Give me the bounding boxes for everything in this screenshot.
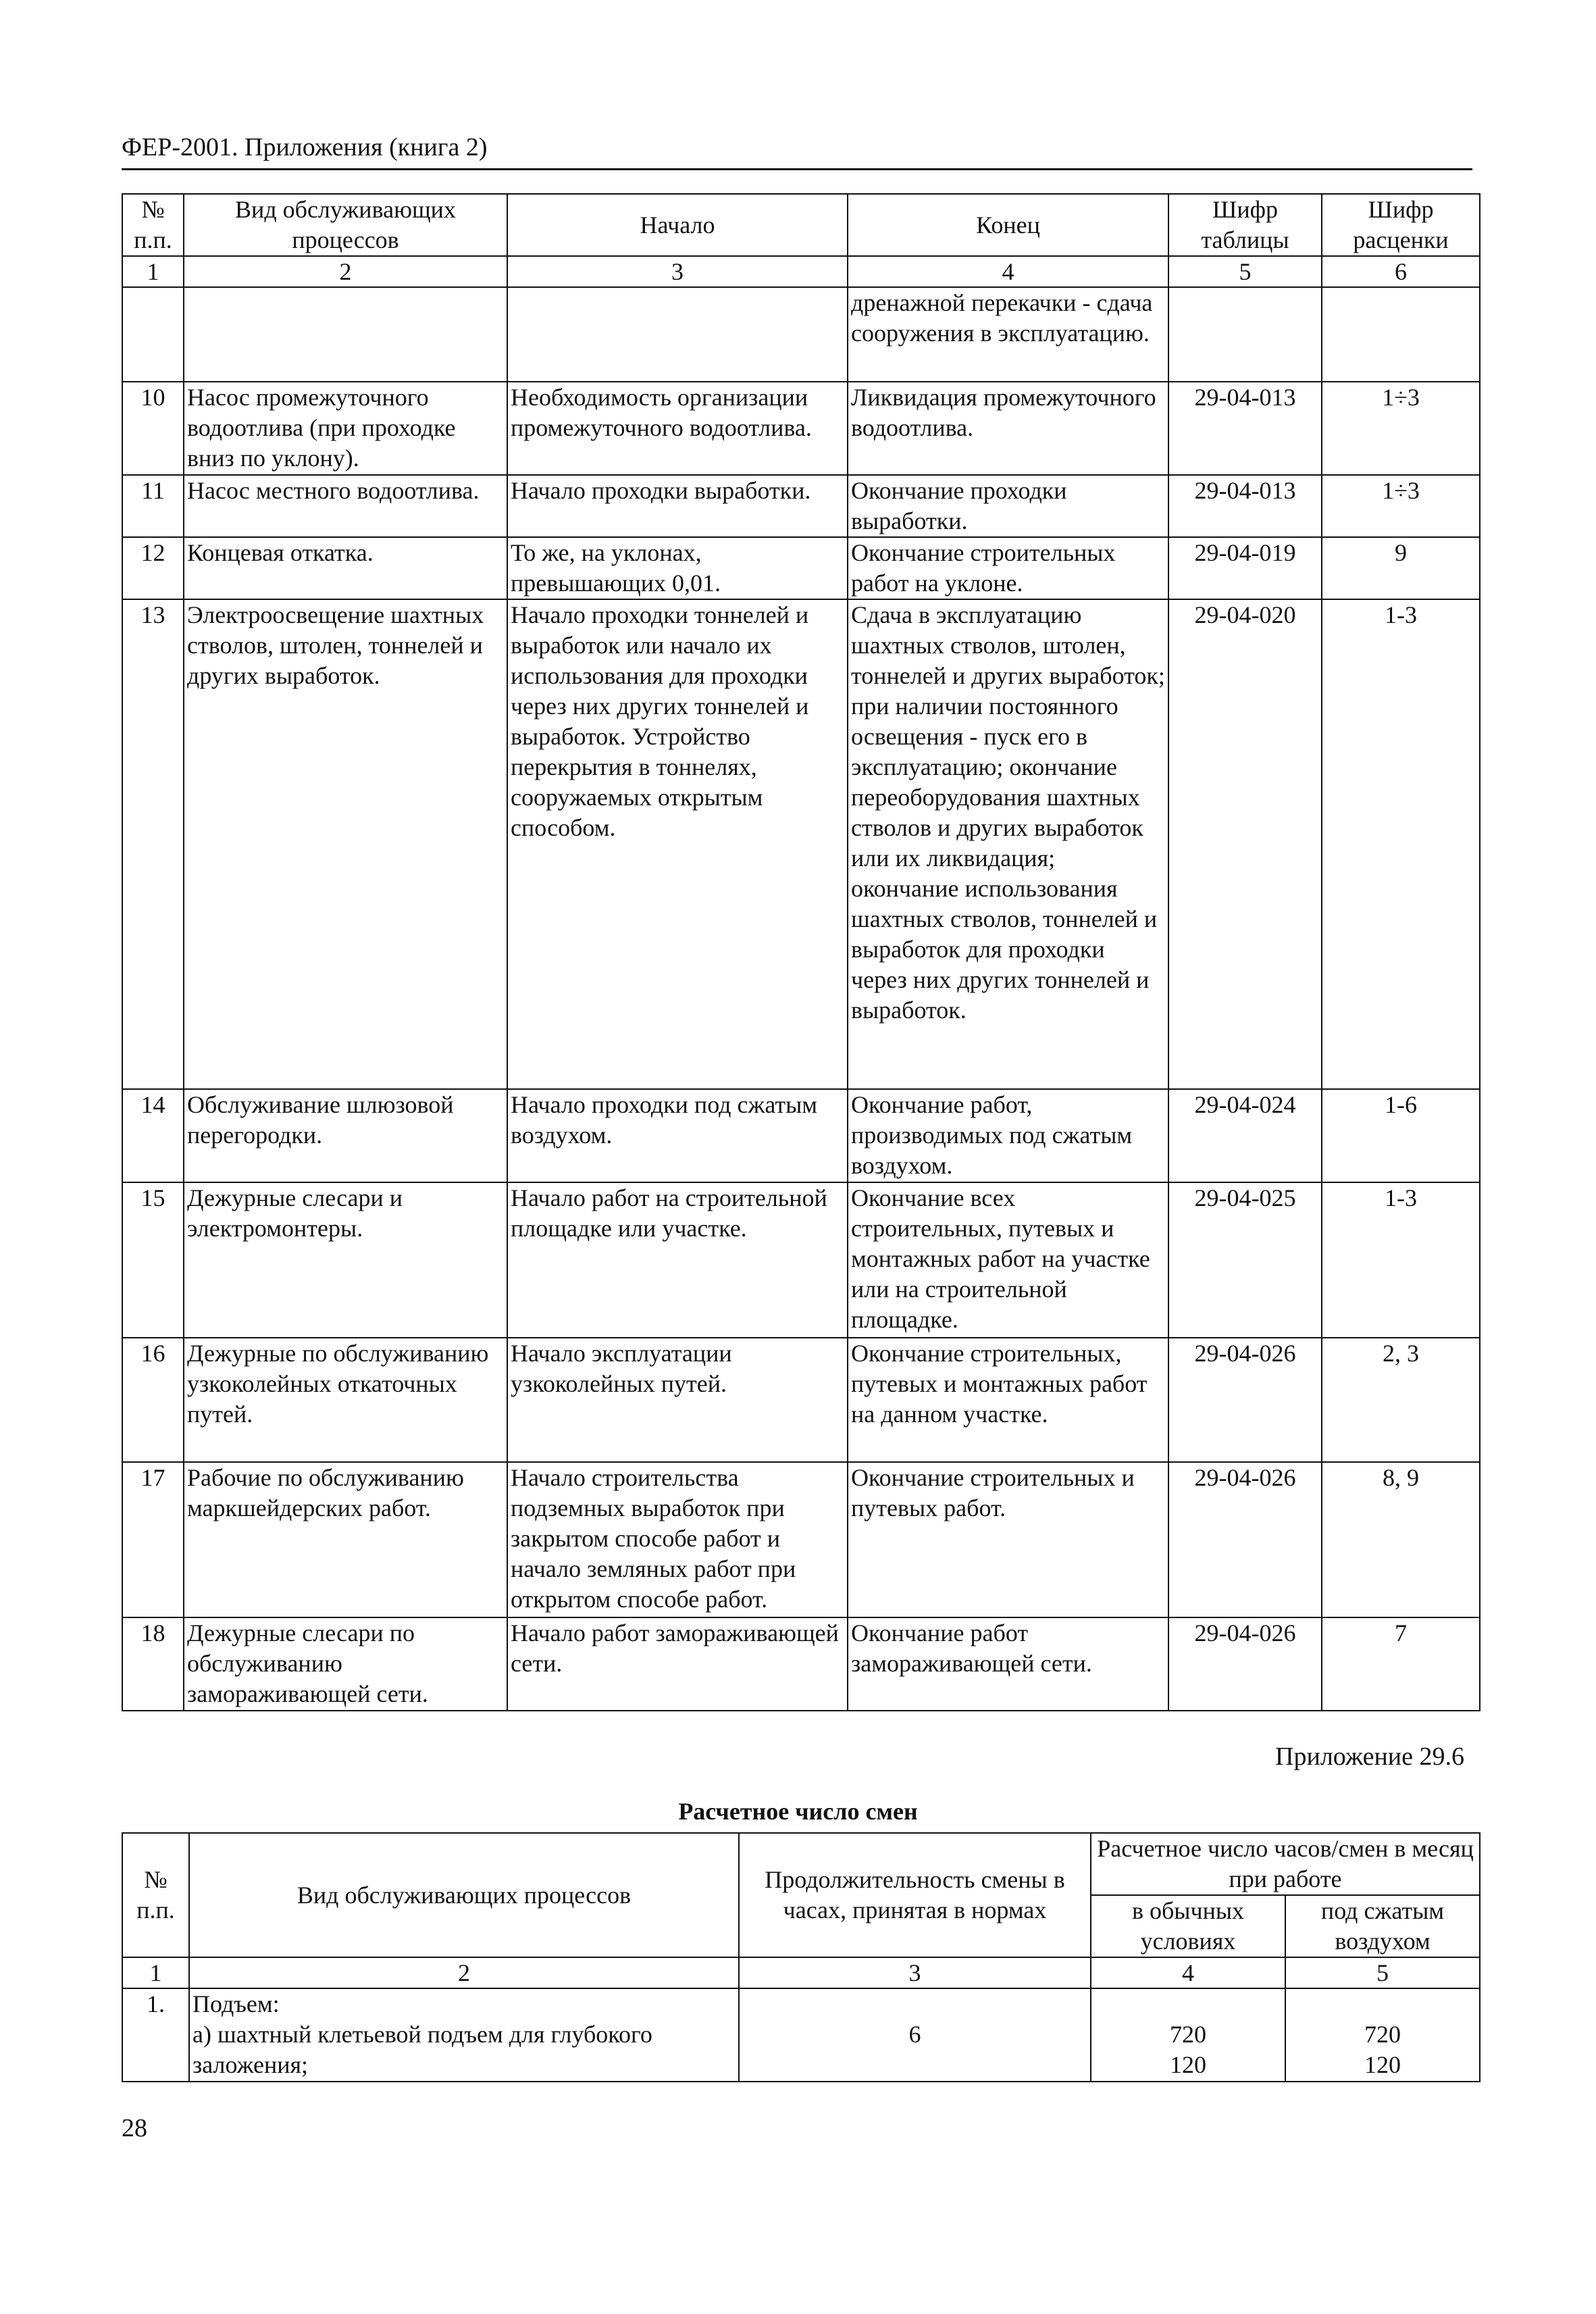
row-rate-code: [1322, 287, 1480, 382]
row-process: Концевая откатка.: [184, 537, 507, 599]
row-end: Окончание строительных работ на уклоне.: [848, 537, 1168, 599]
header-shift-duration: Продолжительность смены в часах, принятая в нормах: [739, 1833, 1091, 1957]
table-row: [122, 1338, 1480, 1462]
row-table-code: 29-04-013: [1168, 475, 1322, 537]
row-table-code: [1168, 287, 1322, 382]
row-num: 18: [122, 1617, 184, 1711]
row-normal-conditions: [1091, 1988, 1285, 2082]
normal-value: 120: [1170, 2051, 1206, 2078]
process-item: а) шахтный клетьевой подъем для глубокого заложения;: [192, 2021, 652, 2078]
row-rate-code: 7: [1322, 1617, 1480, 1711]
row-table-code: 29-04-019: [1168, 537, 1322, 599]
row-start: Начало эксплуатации узкоколейных путей.: [507, 1338, 848, 1462]
row-start: Начало проходки под сжатым воздухом.: [507, 1089, 848, 1182]
header-table-code: Шифр таблицы: [1168, 194, 1322, 256]
row-rate-code: 2, 3: [1322, 1338, 1480, 1462]
normal-value: 720: [1170, 2021, 1206, 2048]
duration-value: 6: [908, 2021, 921, 2048]
header-normal-conditions: в обычных условиях: [1091, 1895, 1285, 1957]
row-process: Дежурные слесари и электромонтеры.: [184, 1182, 507, 1338]
header-rule: [122, 168, 1472, 170]
row-start: Начало работ замораживающей сети.: [507, 1617, 848, 1711]
row-rate-code: 1-3: [1322, 599, 1480, 1089]
row-end: Окончание строительных, путевых и монтажных работ на данном участке.: [848, 1338, 1168, 1462]
page-number: 28: [122, 2114, 147, 2142]
row-process: Электроосвещение шахтных стволов, штолен, тоннелей и других выработок.: [184, 599, 507, 1089]
row-process: Рабочие по обслуживанию маркшейдерских работ.: [184, 1462, 507, 1617]
row-rate-code: 9: [1322, 537, 1480, 599]
table-row: [122, 1617, 1480, 1711]
column-number: 3: [739, 1957, 1091, 1988]
header-hours-per-month: Расчетное число часов/смен в месяц при работе: [1091, 1833, 1480, 1895]
header-process: Вид обслуживающих процессов: [189, 1833, 739, 1957]
row-end: Ликвидация промежуточного водоотлива.: [848, 382, 1168, 475]
row-start: Начало проходки выработки.: [507, 475, 848, 537]
row-table-code: 29-04-026: [1168, 1462, 1322, 1617]
column-number: 1: [122, 1957, 189, 1988]
row-num: 1.: [122, 1988, 189, 2082]
row-end: Окончание работ замораживающей сети.: [848, 1617, 1168, 1711]
column-number: 2: [189, 1957, 739, 1988]
row-end: Окончание строительных и путевых работ.: [848, 1462, 1168, 1617]
row-process: Обслуживание шлюзовой перегородки.: [184, 1089, 507, 1182]
row-table-code: 29-04-020: [1168, 599, 1322, 1089]
header-num: № п.п.: [122, 194, 184, 256]
row-process: [189, 1988, 739, 2082]
row-num: 10: [122, 382, 184, 475]
column-number: 5: [1168, 256, 1322, 287]
row-table-code: 29-04-025: [1168, 1182, 1322, 1338]
row-process: Дежурные по обслуживанию узкоколейных откаточных путей.: [184, 1338, 507, 1462]
row-end: дренажной перекачки - сдача сооружения в эксплуатацию.: [848, 287, 1168, 382]
shifts-table: [122, 1832, 1481, 2082]
table-row: [122, 1462, 1480, 1617]
row-start: Начало проходки тоннелей и выработок или начало их использования для проходки через них других тоннелей и выработок. Устройство перекрытия в тоннелях, сооружаемых открытым способом.: [507, 599, 848, 1089]
column-number: 4: [848, 256, 1168, 287]
row-num: 14: [122, 1089, 184, 1182]
row-process: Насос промежуточного водоотлива (при проходке вниз по уклону).: [184, 382, 507, 475]
table-row: [122, 537, 1480, 599]
header-compressed-air: под сжатым воздухом: [1285, 1895, 1480, 1957]
header-end: Конец: [848, 194, 1168, 256]
page-header: ФЕР-2001. Приложения (книга 2): [122, 133, 488, 161]
column-number: 3: [507, 256, 848, 287]
row-table-code: 29-04-024: [1168, 1089, 1322, 1182]
table-row: [122, 1182, 1480, 1338]
row-end: Окончание всех строительных, путевых и монтажных работ на участке или на строительной площадке.: [848, 1182, 1168, 1338]
row-start: Начало работ на строительной площадке или участке.: [507, 1182, 848, 1338]
row-end: Окончание работ, производимых под сжатым воздухом.: [848, 1089, 1168, 1182]
row-table-code: 29-04-013: [1168, 382, 1322, 475]
row-rate-code: 1-6: [1322, 1089, 1480, 1182]
table-row: [122, 382, 1480, 475]
row-table-code: 29-04-026: [1168, 1617, 1322, 1711]
row-compressed-air: [1285, 1988, 1480, 2082]
table-title: Расчетное число смен: [678, 1798, 918, 1825]
header-num: № п.п.: [122, 1833, 189, 1957]
processes-table: [122, 193, 1481, 1711]
row-start: Необходимость организации промежуточного водоотлива.: [507, 382, 848, 475]
header-rate-code: Шифр расценки: [1322, 194, 1480, 256]
table-row: [122, 1988, 1480, 2082]
row-rate-code: 1÷3: [1322, 382, 1480, 475]
column-number: 5: [1285, 1957, 1480, 1988]
column-number: 1: [122, 256, 184, 287]
header-process: Вид обслуживающих процессов: [184, 194, 507, 256]
row-rate-code: 8, 9: [1322, 1462, 1480, 1617]
table-row: [122, 287, 1480, 382]
row-table-code: 29-04-026: [1168, 1338, 1322, 1462]
process-title: Подъем:: [192, 1990, 280, 2017]
column-number: 6: [1322, 256, 1480, 287]
row-process: Насос местного водоотлива.: [184, 475, 507, 537]
row-process: Дежурные слесари по обслуживанию замораживающей сети.: [184, 1617, 507, 1711]
row-rate-code: 1÷3: [1322, 475, 1480, 537]
row-start: [507, 287, 848, 382]
row-num: 15: [122, 1182, 184, 1338]
table-row: [122, 475, 1480, 537]
row-start: То же, на уклонах, превышающих 0,01.: [507, 537, 848, 599]
row-process: [184, 287, 507, 382]
row-num: 13: [122, 599, 184, 1089]
row-num: 12: [122, 537, 184, 599]
compressed-value: 720: [1364, 2021, 1401, 2048]
header-start: Начало: [507, 194, 848, 256]
row-num: 16: [122, 1338, 184, 1462]
table-row: [122, 1089, 1480, 1182]
table-row: [122, 599, 1480, 1089]
row-duration: [739, 1988, 1091, 2082]
appendix-label: Приложение 29.6: [1275, 1742, 1464, 1771]
row-rate-code: 1-3: [1322, 1182, 1480, 1338]
row-num: [122, 287, 184, 382]
column-number: 2: [184, 256, 507, 287]
row-end: Окончание проходки выработки.: [848, 475, 1168, 537]
row-start: Начало строительства подземных выработок при закрытом способе работ и начало земляных работ при открытом способе работ.: [507, 1462, 848, 1617]
compressed-value: 120: [1364, 2051, 1401, 2078]
column-number: 4: [1091, 1957, 1285, 1988]
row-num: 11: [122, 475, 184, 537]
row-num: 17: [122, 1462, 184, 1617]
row-end: Сдача в эксплуатацию шахтных стволов, штолен, тоннелей и других выработок; при наличии постоянного освещения - пуск его в эксплуатацию; окончание переоборудования шахтных стволов и других выработок или их ликвидация; окончание использования шахтных стволов, тоннелей и выработок для проходки через них других тоннелей и выработок.: [848, 599, 1168, 1089]
